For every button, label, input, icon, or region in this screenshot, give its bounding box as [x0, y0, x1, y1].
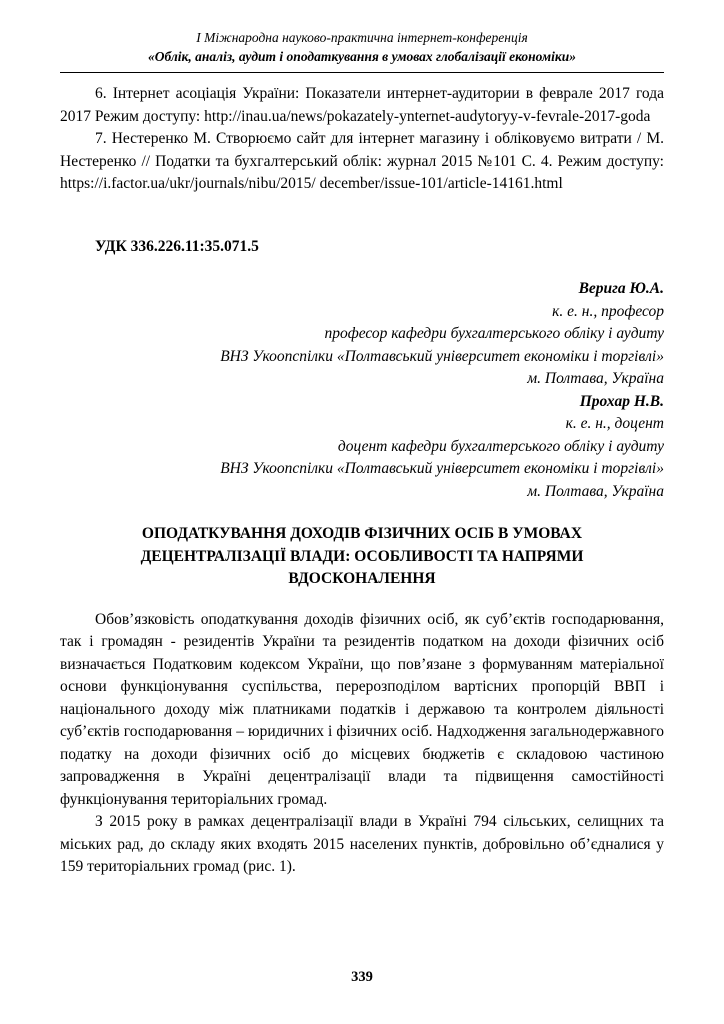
- conference-name: І Міжнародна науково-практична інтернет-конференція: [196, 30, 528, 45]
- author-name: Верига Ю.А.: [578, 280, 664, 297]
- author-name: Прохар Н.В.: [579, 392, 664, 410]
- authors-block: [60, 278, 664, 503]
- paragraph-2: З 2015 року в рамках децентралізації влади в Україні 794 сільських, селищних та міських рад, до складу яких входять 2015 населених пунктів, добровільно об’єдналися у 159 територіальних громад (рис. 1).: [60, 813, 664, 875]
- reference-item-7: 7. Нестеренко М. Створюємо сайт для інтернет магазину і обліковуємо витрати / М. Нестеренко // Податки та бухгалтерський облік: журнал 2015 №101 С. 4. Режим доступу: https://i.factor.ua/ukr/journals/nibu/2015/ december/issue-101/article-14161.html: [60, 130, 664, 192]
- article-title: ОПОДАТКУВАННЯ ДОХОДІВ ФІЗИЧНИХ ОСІБ В УМОВАХ ДЕЦЕНТРАЛІЗАЦІЇ ВЛАДИ: ОСОБЛИВОСТІ ТА НАПРЯМИ ВДОСКОНАЛЕННЯ: [140, 525, 584, 587]
- author-degree: к. е. н., професор: [552, 302, 664, 320]
- page-number: 339: [351, 969, 373, 985]
- author-affiliation: ВНЗ Укоопспілки «Полтавський університет економіки і торгівлі»: [220, 347, 664, 365]
- author-location: м. Полтава, Україна: [527, 370, 664, 387]
- running-header: [60, 28, 664, 66]
- author-degree: к. е. н., доцент: [565, 415, 664, 432]
- paragraph-1: Обов’язковість оподаткування доходів фізичних осіб, як суб’єктів господарювання, так і громадян - резидентів України та резидентів податком на доходи фізичних осіб визначається Податковим кодексом України, що пов’язане з формуванням матеріальної основи функціонування суспільства, перерозподілом вартісних пропорцій ВВП і національного доходу між платниками податків і державою та контролем діяльності суб’єктів господарювання – юридичних і фізичних осіб. Надходження загальнодержавного податку на доходи фізичних осіб до місцевих бюджетів є складовою частиною запровадження в Україні децентралізації влади та підвищення самостійності функціонування територіальних громад.: [60, 610, 664, 808]
- author-position: професор кафедри бухгалтерського обліку і аудиту: [324, 325, 664, 342]
- author-position: доцент кафедри бухгалтерського обліку і аудиту: [337, 437, 664, 455]
- author-affiliation: ВНЗ Укоопспілки «Полтавський університет економіки і торгівлі»: [220, 460, 664, 477]
- conference-title: «Облік, аналіз, аудит і оподаткування в умовах глобалізації економіки»: [147, 49, 577, 64]
- reference-item-6: 6. Інтернет асоціація України: Показатели интернет-аудитории в феврале 2017 года 2017 Режим доступу: http://inau.ua/news/pokazately-ynternet-audytoryy-v-fevrale-2017-goda: [60, 85, 664, 125]
- udc-code: УДК 336.226.11:35.071.5: [95, 237, 259, 255]
- author-location: м. Полтава, Україна: [527, 482, 664, 500]
- header-rule: [60, 72, 664, 73]
